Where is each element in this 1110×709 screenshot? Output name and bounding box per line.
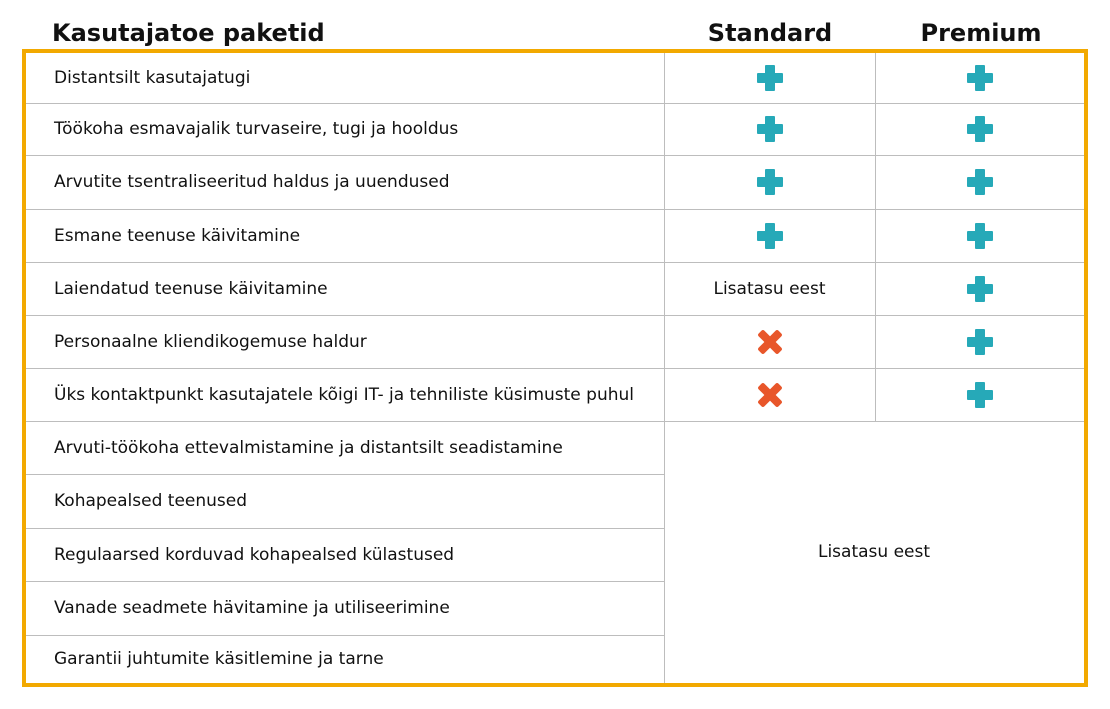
row-divider	[26, 581, 664, 582]
feature-label: Vanade seadmete hävitamine ja utiliseerimine	[54, 598, 450, 618]
merged-note: Lisatasu eest	[817, 542, 931, 562]
feature-label: Esmane teenuse käivitamine	[54, 225, 301, 246]
premium-cell	[875, 155, 1084, 209]
premium-cell	[875, 315, 1084, 368]
row-divider	[26, 635, 664, 636]
standard-cell	[664, 103, 875, 155]
standard-cell	[664, 368, 875, 421]
plus-icon	[757, 116, 783, 142]
standard-cell	[664, 209, 875, 262]
plus-icon	[967, 169, 993, 195]
plus-icon	[967, 276, 993, 302]
premium-cell	[875, 103, 1084, 155]
feature-label: Töökoha esmavajalik turvaseire, tugi ja hooldus	[54, 119, 459, 139]
column-header-standard: Standard	[707, 19, 833, 47]
feature-label: Arvuti-töökoha ettevalmistamine ja distantsilt seadistamine	[54, 437, 563, 458]
feature-label: Personaalne kliendikogemuse haldur	[54, 331, 367, 352]
feature-label: Kohapealsed teenused	[54, 491, 248, 511]
feature-label: Regulaarsed korduvad kohapealsed külastused	[54, 544, 455, 565]
feature-label: Laiendatud teenuse käivitamine	[54, 278, 328, 299]
plus-icon	[757, 169, 783, 195]
row-divider	[26, 474, 664, 475]
comparison-table	[22, 49, 1088, 687]
feature-label: Garantii juhtumite käsitlemine ja tarne	[54, 649, 384, 669]
standard-note: Lisatasu eest	[713, 278, 826, 299]
standard-cell	[664, 155, 875, 209]
premium-cell	[875, 262, 1084, 315]
column-header-premium: Premium	[920, 19, 1042, 47]
feature-label: Üks kontaktpunkt kasutajatele kõigi IT- ja tehniliste küsimuste puhul	[54, 384, 635, 405]
plus-icon	[757, 65, 783, 91]
row-divider	[26, 528, 664, 529]
plus-icon	[967, 116, 993, 142]
plus-icon	[967, 65, 993, 91]
cross-icon	[757, 382, 783, 408]
cross-icon	[757, 329, 783, 355]
standard-cell	[664, 262, 875, 315]
premium-cell	[875, 209, 1084, 262]
plus-icon	[757, 223, 783, 249]
standard-cell	[664, 53, 875, 103]
feature-label: Arvutite tsentraliseeritud haldus ja uuendused	[54, 172, 450, 192]
feature-label: Distantsilt kasutajatugi	[54, 68, 251, 88]
page-title: Kasutajatoe paketid	[52, 19, 325, 47]
premium-cell	[875, 368, 1084, 421]
standard-cell	[664, 315, 875, 368]
plus-icon	[967, 223, 993, 249]
premium-cell	[875, 53, 1084, 103]
plus-icon	[967, 329, 993, 355]
merged-extra-fee-cell	[664, 421, 1084, 683]
plus-icon	[967, 382, 993, 408]
